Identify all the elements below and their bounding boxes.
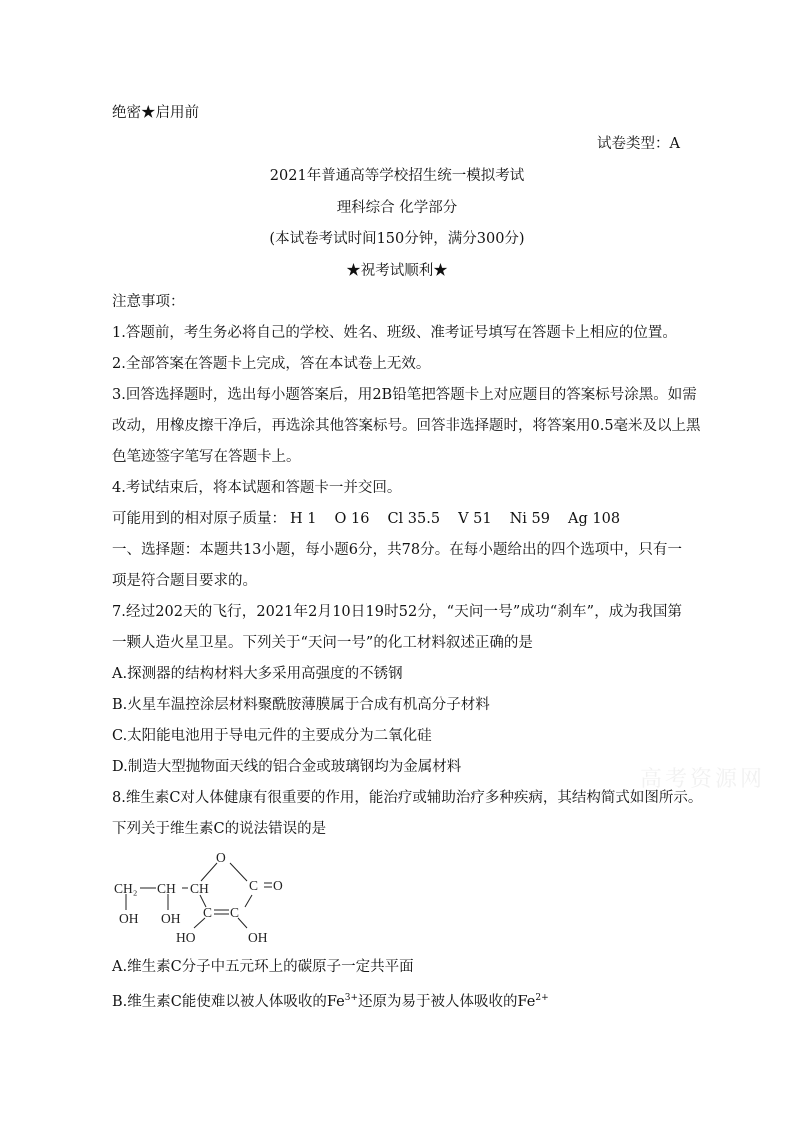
iron-charge: 3+ (344, 993, 358, 1003)
notice-item-4: 4.考试结束后，将本试题和答题卡一并交回。 (112, 480, 402, 496)
atomic-mass-item: V 51 (458, 511, 492, 527)
q7-option-b: B.火星车温控涂层材料聚酰胺薄膜属于合成有机高分子材料 (112, 697, 490, 713)
ring-c-atom: C (230, 905, 240, 920)
notice-item-3-line-3: 色笔迹签字笔写在答题卡上。 (112, 449, 301, 465)
atomic-mass-item: Cl 35.5 (387, 511, 441, 527)
q8-option-a: A.维生素C分子中五元环上的碳原子一定共平面 (112, 959, 414, 975)
q7-option-d: D.制造大型抛物面天线的铝合金或玻璃钢均为金属材料 (112, 759, 462, 775)
wish-text: ★祝考试顺利★ (346, 263, 448, 279)
secret-label: 绝密★启用前 (112, 105, 199, 121)
atomic-mass-line (112, 509, 682, 529)
hydroxyl-group: OH (119, 911, 139, 926)
ch2-group: CH₂ (114, 881, 138, 896)
iron-charge: 2+ (535, 993, 549, 1003)
time-note: (本试卷考试时间150分钟，满分300分) (269, 231, 525, 247)
exam-title: 2021年普通高等学校招生统一模拟考试 (269, 168, 525, 184)
notice-item-3-line-2: 改动，用橡皮擦干净后，再选涂其他答案标号。回答非选择题时，将答案用0.5毫米及以上黑 (112, 418, 701, 434)
hydroxyl-group: OH (248, 930, 268, 945)
atomic-mass-item: H 1 (290, 511, 317, 527)
notice-item-2: 2.全部答案在答题卡上完成，答在本试卷上无效。 (112, 356, 431, 372)
q8-stem-line-2: 下列关于维生素C的说法错误的是 (112, 821, 327, 837)
notice-item-3-line-1: 3.回答选择题时，选出每小题答案后，用2B铅笔把答题卡上对应题目的答案标号涂黑。如需 (112, 387, 697, 403)
atomic-mass-item: Ag 108 (568, 511, 621, 527)
section-1-line-1: 一、选择题：本题共13小题，每小题6分，共78分。在每小题给出的四个选项中，只有一 (112, 542, 682, 558)
hydroxyl-group: OH (161, 911, 181, 926)
q7-option-c: C.太阳能电池用于导电元件的主要成分为二氧化硅 (112, 728, 432, 744)
q8-option-b-text: B.维生素C能使难以被人体吸收的Fe (112, 993, 345, 1010)
q8-option-b (112, 988, 682, 1012)
q8-option-b-mid: 还原为易于被人体吸收的Fe (358, 993, 536, 1010)
notice-heading: 注意事项： (112, 294, 185, 310)
ch-group: CH (190, 881, 209, 896)
subject-title: 理科综合 化学部分 (336, 200, 458, 216)
section-1-line-2: 项是符合题目要求的。 (112, 573, 257, 589)
watermark: 高考资源网 (640, 767, 766, 792)
ring-c-atom: C (203, 905, 213, 920)
q7-stem-line-1: 7.经过202天的飞行，2021年2月10日19时52分，“天问一号”成功“刹车”，成为我国第 (112, 604, 682, 620)
atomic-mass-item: O 16 (334, 511, 370, 527)
q8-stem-line-1: 8.维生素C对人体健康有很重要的作用，能治疗或辅助治疗多种疾病，其结构简式如图所示。 (112, 790, 703, 806)
atomic-mass-label: 可能用到的相对原子质量： (112, 511, 286, 527)
ch-group: CH (157, 881, 176, 896)
vitamin-c-structure (112, 846, 312, 950)
notice-item-1: 1.答题前，考生务必将自己的学校、姓名、班级、准考证号填写在答题卡上相应的位置。 (112, 325, 677, 341)
atomic-mass-item: Ni 59 (509, 511, 550, 527)
carbonyl-c-atom: C (249, 878, 259, 893)
paper-type: 试卷类型：A (597, 136, 680, 152)
q7-option-a: A.探测器的结构材料大多采用高强度的不锈钢 (112, 666, 403, 682)
carbonyl-o-atom: O (273, 878, 283, 893)
ring-o-atom: O (216, 850, 226, 865)
q7-stem-line-2: 一颗人造火星卫星。下列关于“天问一号”的化工材料叙述正确的是 (112, 635, 533, 651)
hydroxyl-group: HO (176, 930, 196, 945)
